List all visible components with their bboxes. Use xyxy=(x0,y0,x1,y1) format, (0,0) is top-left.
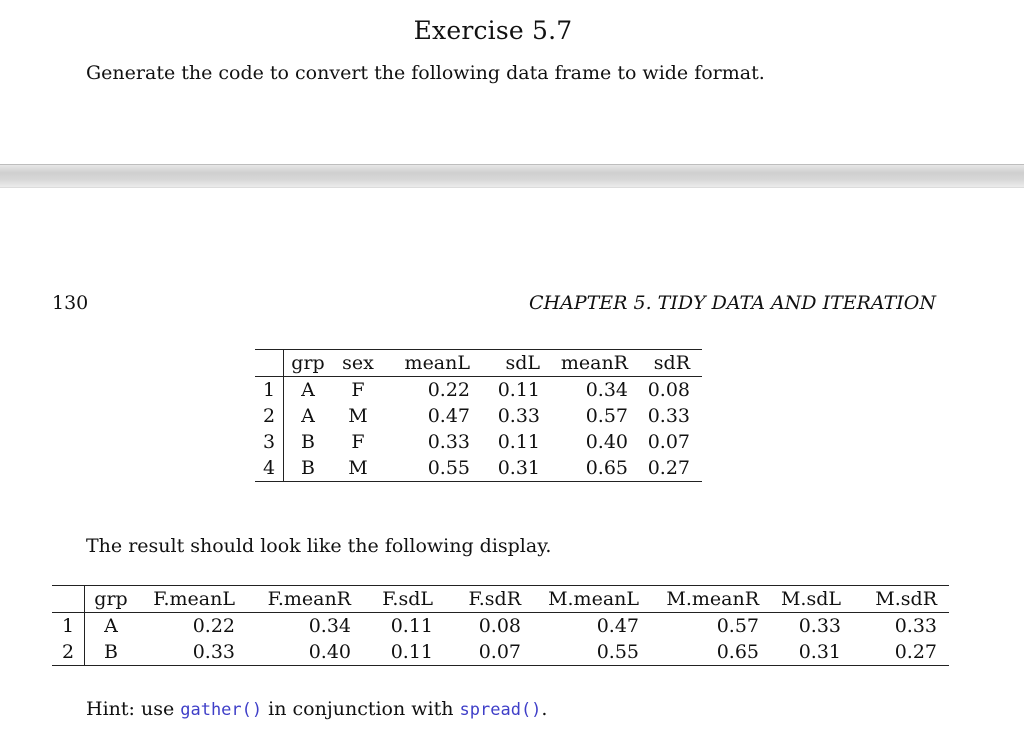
table-cell: 0.55 xyxy=(427,457,470,479)
hint-prefix: Hint: use xyxy=(86,698,181,720)
table-cell: F xyxy=(351,379,365,401)
table-cell: A xyxy=(104,615,118,637)
column-header: grp xyxy=(291,352,325,374)
table-cell: 4 xyxy=(255,455,284,482)
table-cell: 0.40 xyxy=(308,641,351,663)
spread-function-link[interactable]: spread() xyxy=(459,700,542,720)
gather-function-link[interactable]: gather() xyxy=(180,700,263,720)
table-cell: 0.11 xyxy=(390,615,433,637)
table-header-row xyxy=(255,350,702,377)
table-cell: 0.65 xyxy=(716,641,759,663)
table-cell: 0.33 xyxy=(192,641,235,663)
table-row xyxy=(255,377,702,404)
table-cell: 0.34 xyxy=(308,615,351,637)
page-number: 130 xyxy=(52,292,89,314)
hint-middle: in conjunction with xyxy=(262,698,460,720)
table-cell: B xyxy=(301,457,315,479)
exercise-title: Exercise 5.7 xyxy=(413,16,573,45)
table-row xyxy=(52,639,949,666)
table-cell: 0.07 xyxy=(478,641,521,663)
chapter-heading: CHAPTER 5. TIDY DATA AND ITERATION xyxy=(528,292,936,314)
column-header: grp xyxy=(94,588,128,610)
table-cell: 0.57 xyxy=(716,615,759,637)
table-cell: 0.33 xyxy=(798,615,841,637)
result-data-table xyxy=(52,585,949,666)
page-divider xyxy=(0,164,1024,188)
column-header: sdL xyxy=(505,352,540,374)
table-cell: A xyxy=(301,405,315,427)
table-row xyxy=(255,403,702,429)
table-cell: 0.47 xyxy=(427,405,470,427)
column-header: meanL xyxy=(404,352,470,374)
table-cell: 0.65 xyxy=(585,457,628,479)
table-row xyxy=(255,429,702,455)
column-header: M.meanR xyxy=(666,588,759,610)
table-cell: 0.08 xyxy=(478,615,521,637)
input-data-table xyxy=(255,349,702,482)
table-cell: 0.31 xyxy=(798,641,841,663)
table-cell: 3 xyxy=(255,429,284,455)
table-cell: 1 xyxy=(255,377,284,404)
table-cell: 0.31 xyxy=(497,457,540,479)
column-header: F.sdR xyxy=(468,588,521,610)
table-cell: F xyxy=(351,431,365,453)
table-cell: 0.33 xyxy=(497,405,540,427)
table-cell: B xyxy=(301,431,315,453)
table-row xyxy=(52,613,949,640)
table-cell: 0.11 xyxy=(497,431,540,453)
column-header: sex xyxy=(342,352,374,374)
table-cell: 0.22 xyxy=(427,379,470,401)
table-cell: 0.07 xyxy=(647,431,690,453)
table-cell: 0.33 xyxy=(427,431,470,453)
table-cell: 0.11 xyxy=(497,379,540,401)
column-header: sdR xyxy=(653,352,690,374)
table-cell: 0.11 xyxy=(390,641,433,663)
table-cell: 0.33 xyxy=(647,405,690,427)
table-cell: B xyxy=(104,641,118,663)
table-cell: 0.33 xyxy=(894,615,937,637)
table-cell: 0.57 xyxy=(585,405,628,427)
exercise-instruction: Generate the code to convert the following data frame to wide format. xyxy=(86,62,765,84)
column-header: M.meanL xyxy=(548,588,639,610)
table-cell: A xyxy=(301,379,315,401)
column-header: meanR xyxy=(560,352,628,374)
table-cell: M xyxy=(348,457,368,479)
column-header xyxy=(255,350,284,377)
table-cell: 2 xyxy=(255,403,284,429)
table-cell: 0.40 xyxy=(585,431,628,453)
column-header: F.meanL xyxy=(153,588,235,610)
table-cell: 0.55 xyxy=(596,641,639,663)
table-cell: 0.27 xyxy=(647,457,690,479)
hint-text xyxy=(86,698,547,720)
table-cell: 0.22 xyxy=(192,615,235,637)
column-header xyxy=(52,586,85,613)
result-intro-text: The result should look like the following display. xyxy=(86,535,552,557)
column-header: F.sdL xyxy=(382,588,433,610)
table-cell: 2 xyxy=(52,639,85,666)
table-row xyxy=(255,455,702,482)
table-cell: 0.27 xyxy=(894,641,937,663)
table-header-row xyxy=(52,586,949,613)
column-header: M.sdL xyxy=(780,588,841,610)
table-cell: 0.34 xyxy=(585,379,628,401)
column-header: M.sdR xyxy=(875,588,937,610)
table-cell: 0.08 xyxy=(647,379,690,401)
hint-suffix: . xyxy=(541,698,548,720)
table-cell: M xyxy=(348,405,368,427)
table-cell: 0.47 xyxy=(596,615,639,637)
column-header: F.meanR xyxy=(267,588,351,610)
table-cell: 1 xyxy=(52,613,85,640)
